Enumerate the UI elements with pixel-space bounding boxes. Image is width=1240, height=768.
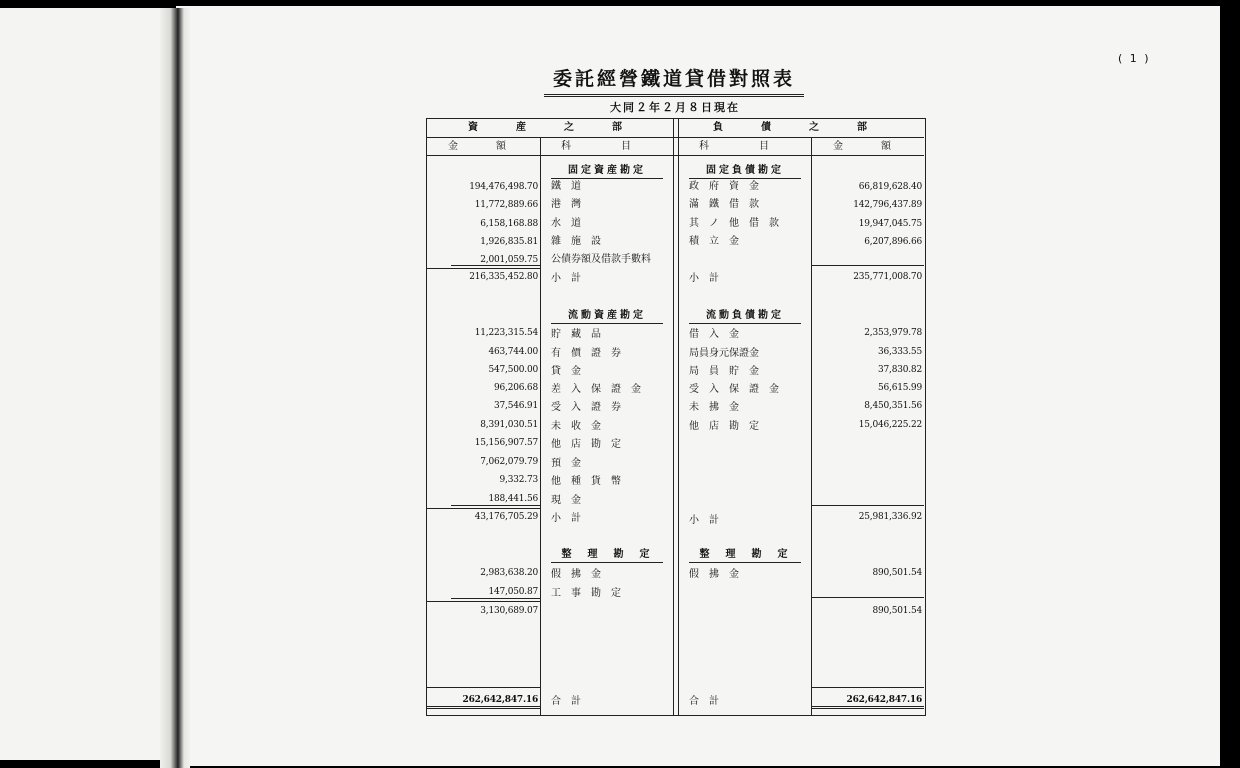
liability-fixed-item: 滿 鐵 借 款 <box>689 199 759 210</box>
asset-adjust-item: 假 拂 金 <box>551 569 601 580</box>
assets-section-header: 資 産 之 部 <box>468 122 636 133</box>
asset-current-item: 貯 藏 品 <box>551 329 601 340</box>
asset-fixed-amount: 6,158,168.88 <box>480 219 538 229</box>
asset-current-item: 預 金 <box>551 458 581 469</box>
liability-current-subtotal-label: 小 計 <box>689 515 719 526</box>
asset-current-section-title: 流動資産勘定 <box>551 310 663 324</box>
balance-sheet-table <box>426 118 926 716</box>
asset-adjust-subtotal-amount: 3,130,689.07 <box>480 606 538 616</box>
liability-current-amount: 8,450,351.56 <box>864 401 922 411</box>
asset-current-amount: 188,441.56 <box>488 494 538 504</box>
asset-adjust-amount: 147,050.87 <box>488 587 538 597</box>
liability-current-item: 借 入 金 <box>689 329 739 340</box>
liability-current-amount: 56,615.99 <box>877 383 922 393</box>
liability-current-item: 受 入 保 證 金 <box>689 384 779 395</box>
asset-total-amount: 262,642,847.16 <box>462 695 538 705</box>
asset-fixed-amount: 11,772,889.66 <box>474 200 538 210</box>
liability-fixed-amount: 6,207,896.66 <box>864 237 922 247</box>
liability-fixed-subtotal-amount: 235,771,008.70 <box>853 272 922 282</box>
asset-fixed-subtotal-amount: 216,335,452.80 <box>469 272 538 282</box>
asset-current-amount: 96,206.68 <box>493 383 538 393</box>
liability-adjust-amount: 890,501.54 <box>872 568 922 578</box>
liability-adjust-item: 假 拂 金 <box>689 569 739 580</box>
liability-adjust-subtotal-amount: 890,501.54 <box>872 606 922 616</box>
liability-current-section-title: 流動負債勘定 <box>689 310 801 324</box>
liability-fixed-amount: 142,796,437.89 <box>853 200 922 210</box>
liability-current-amount: 2,353,979.78 <box>864 328 922 338</box>
liabilities-section-header: 負 債 之 部 <box>713 122 881 133</box>
liability-fixed-item: 其 ノ 他 借 款 <box>689 218 779 229</box>
asset-current-item: 受 入 證 券 <box>551 402 621 413</box>
asset-current-amount: 37,546.91 <box>493 401 538 411</box>
asset-current-item: 未 收 金 <box>551 421 601 432</box>
asset-current-amount: 11,223,315.54 <box>474 328 538 338</box>
asset-adjust-item: 工 事 勘 定 <box>551 588 621 599</box>
asset-current-amount: 547,500.00 <box>488 365 538 375</box>
liability-total-amount: 262,642,847.16 <box>846 695 922 705</box>
liability-fixed-amount: 66,819,628.40 <box>858 182 922 192</box>
asset-current-item: 貸 金 <box>551 366 581 377</box>
liability-amount-col-header: 金 額 <box>833 141 905 152</box>
asset-fixed-item: 港 灣 <box>551 199 581 210</box>
liability-item-col-header: 科 目 <box>699 141 789 152</box>
book-spine <box>160 8 190 768</box>
liability-fixed-section-title: 固定負債勘定 <box>689 165 801 179</box>
asset-current-amount: 9,332.73 <box>499 475 538 485</box>
liability-current-amount: 37,830.82 <box>877 365 922 375</box>
asset-current-subtotal-amount: 43,176,705.29 <box>474 512 538 522</box>
asset-fixed-amount: 1,926,835.81 <box>480 237 538 247</box>
asset-fixed-subtotal-label: 小 計 <box>551 273 581 284</box>
asset-current-amount: 7,062,079.79 <box>480 457 538 467</box>
asset-fixed-item: 水 道 <box>551 218 581 229</box>
page-number: ( 1 ) <box>1118 52 1151 65</box>
liability-current-amount: 36,333.55 <box>877 347 922 357</box>
asset-current-item: 有 價 證 券 <box>551 348 621 359</box>
asset-item-col-header: 科 目 <box>561 141 651 152</box>
liability-fixed-amount: 19,947,045.75 <box>858 219 922 229</box>
as-of-date: 大同２年２月８日現在 <box>610 101 740 114</box>
asset-fixed-item: 鐵 道 <box>551 181 581 192</box>
asset-adjust-section-title: 整 理 勘 定 <box>551 549 663 563</box>
asset-current-item: 差 入 保 證 金 <box>551 384 641 395</box>
liability-fixed-item: 積 立 金 <box>689 236 739 247</box>
asset-current-item: 他 種 貨 幣 <box>551 476 621 487</box>
liability-current-amount: 15,046,225.22 <box>858 420 922 430</box>
liability-adjust-section-title: 整 理 勘 定 <box>689 549 801 563</box>
asset-current-amount: 8,391,030.51 <box>480 420 538 430</box>
asset-current-amount: 463,744.00 <box>488 347 538 357</box>
asset-fixed-item: 雜 施 設 <box>551 236 601 247</box>
asset-amount-col-header: 金 額 <box>448 141 520 152</box>
left-page <box>0 8 176 760</box>
asset-fixed-amount: 2,001,059.75 <box>480 255 538 265</box>
liability-current-item: 未 拂 金 <box>689 402 739 413</box>
liability-current-subtotal-amount: 25,981,336.92 <box>858 512 922 522</box>
document-title: 委託經營鐵道貸借對照表 <box>544 64 804 97</box>
liability-fixed-subtotal-label: 小 計 <box>689 273 719 284</box>
asset-fixed-amount: 194,476,498.70 <box>469 182 538 192</box>
asset-fixed-section-title: 固定資産勘定 <box>551 165 663 179</box>
liability-total-label: 合 計 <box>689 696 719 707</box>
asset-total-label: 合 計 <box>551 696 581 707</box>
asset-adjust-amount: 2,983,638.20 <box>480 568 538 578</box>
asset-current-subtotal-label: 小 計 <box>551 513 581 524</box>
liability-current-item: 局 員 貯 金 <box>689 366 759 377</box>
liability-current-item: 局員身元保證金 <box>689 348 759 359</box>
asset-current-amount: 15,156,907.57 <box>474 438 538 448</box>
liability-current-item: 他 店 勘 定 <box>689 421 759 432</box>
liability-fixed-item: 政 府 資 金 <box>689 181 759 192</box>
asset-current-item: 現 金 <box>551 495 581 506</box>
asset-current-item: 他 店 勘 定 <box>551 439 621 450</box>
asset-fixed-item: 公債券額及借款手數料 <box>551 254 651 265</box>
